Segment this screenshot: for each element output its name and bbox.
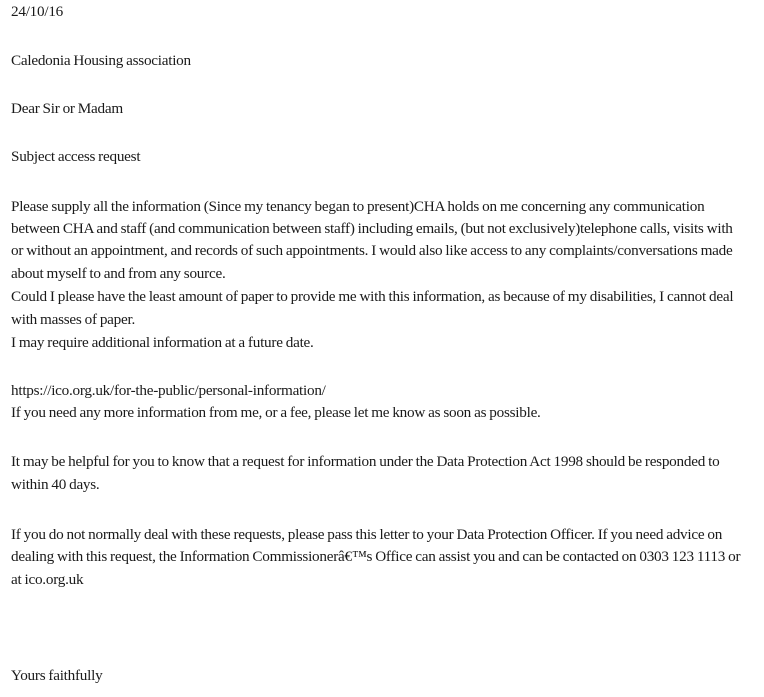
body-line: If you need any more information from me, or a fee, please let me know as soon as possible. (11, 404, 541, 421)
body-line: at ico.org.uk (11, 571, 84, 588)
body-line: It may be helpful for you to know that a request for information under the Data Protection Act 1998 should be responded to (11, 453, 720, 470)
body-line: Please supply all the information (Since my tenancy began to present)CHA holds on me concerning any communication (11, 198, 705, 215)
body-line: Could I please have the least amount of paper to provide me with this information, as because of my disabilities, I cannot deal (11, 288, 734, 305)
body-line: I may require additional information at a future date. (11, 334, 314, 351)
body-line: between CHA and staff (and communication between staff) including emails, (but not exclusively)telephone calls, visits with (11, 220, 733, 237)
body-line: about myself to and from any source. (11, 265, 226, 282)
body-line: or without an appointment, and records of such appointments. I would also like access to any complaints/conversations made (11, 242, 733, 259)
salutation: Dear Sir or Madam (11, 100, 123, 117)
recipient-name: Caledonia Housing association (11, 52, 191, 69)
body-line: If you do not normally deal with these requests, please pass this letter to your Data Protection Officer. If you need advice on (11, 526, 723, 543)
body-line: with masses of paper. (11, 311, 136, 328)
body-line: dealing with this request, the Information Commissionerâ€™s Office can assist you and can be contacted on 0303 123 1113 or (11, 548, 741, 565)
letter-date: 24/10/16 (11, 3, 64, 20)
body-line: within 40 days. (11, 476, 100, 493)
ico-url: https://ico.org.uk/for-the-public/personal-information/ (11, 382, 326, 399)
closing: Yours faithfully (11, 667, 103, 684)
subject-line: Subject access request (11, 148, 141, 165)
